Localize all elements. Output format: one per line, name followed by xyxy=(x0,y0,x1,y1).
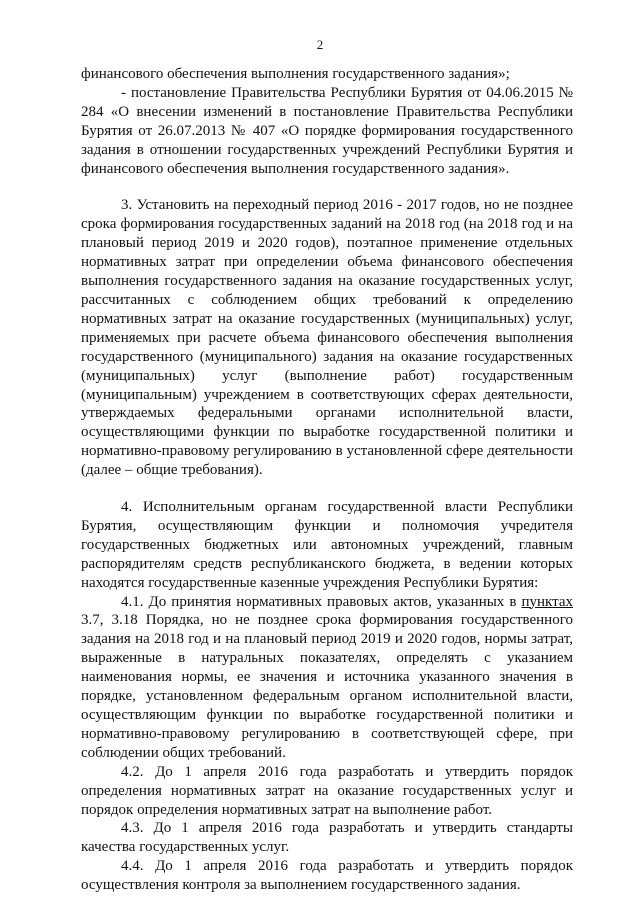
paragraph-item-4-text: 4. Исполнительным органам государственной власти Республики Бурятия, осуществляющим функции и полномочия учредителя государственных бюджетных или автономных учреждений, главным распорядителям средств республиканского бюджета, в ведении которых находятся государственные казенные учреждения Республики Бурятия: xyxy=(81,499,573,591)
document-body xyxy=(81,65,573,895)
paragraph-gap xyxy=(81,480,573,498)
clauses-link[interactable]: пунктах xyxy=(521,593,573,610)
paragraph-item-4-2: 4.2. До 1 апреля 2016 года разработать и утвердить порядок определения нормативных затрат на оказание государственных услуг и порядок определения нормативных затрат на выполнение работ. xyxy=(81,763,573,818)
paragraph-item-4-4: 4.4. До 1 апреля 2016 года разработать и утвердить порядок осуществления контроля за выполнением государственного задания. xyxy=(81,858,573,894)
paragraph-continuation: финансового обеспечения выполнения государственного задания»; xyxy=(81,66,510,82)
paragraph-item-4-3: 4.3. До 1 апреля 2016 года разработать и утвердить стандарты качества государственных услуг. xyxy=(81,820,573,856)
paragraph-item-4-1 xyxy=(81,593,573,763)
paragraph-resolution-284: - постановление Правительства Республики Бурятия от 04.06.2015 № 284 «О внесении изменений в постановление Правительства Республики Бурятия от 26.07.2013 № 407 «О порядке формирования государственного задания в отношении государственных учреждений Республики Бурятия и финансового обеспечения выполнения государственного задания». xyxy=(81,84,573,177)
paragraph-gap xyxy=(81,178,573,196)
paragraph-item-4 xyxy=(81,498,573,593)
paragraph-item-4-1-text-start: 4.1. До принятия нормативных правовых актов, указанных в xyxy=(121,593,522,610)
page-number: 2 xyxy=(316,37,324,52)
paragraph-item-4-1-text-end: 3.7, 3.18 Порядка, но не позднее срока формирования государственного задания на 2018 год и на плановый период 2019 и 2020 годов, нормы затрат, выраженные в натуральных показателях, определять с указанием наименования нормы, ее значения и источника указанного значения в порядке, установленном федеральным органом исполнительной власти, осуществляющим функции по выработке государственной политики и нормативно-правовому регулированию в соответствующей сфере, при соблюдении общих требований. xyxy=(81,612,573,761)
paragraph-item-3: 3. Установить на переходный период 2016 - 2017 годов, но не позднее срока формирования государственных заданий на 2018 год (на 2018 год и на плановый период 2019 и 2020 годов), поэтапное применение отдельных нормативных затрат при определении объема финансового обеспечения выполнения государственного задания на оказание государственных услуг, рассчитанных с соблюдением общих требований к определению нормативных затрат на оказание государственных (муниципальных) услуг, применяемых при расчете объема финансового обеспечения выполнения государственного (муниципального) задания на оказание государственных (муниципальных) услуг (выполнение работ) государственным (муниципальным) учреждением в соответствующих сферах деятельности, утверждаемых федеральными органами исполнительной власти, осуществляющими функции по выработке государственной политики и нормативно-правовому регулированию в установленной сфере деятельности (далее – общие требования). xyxy=(81,197,573,479)
